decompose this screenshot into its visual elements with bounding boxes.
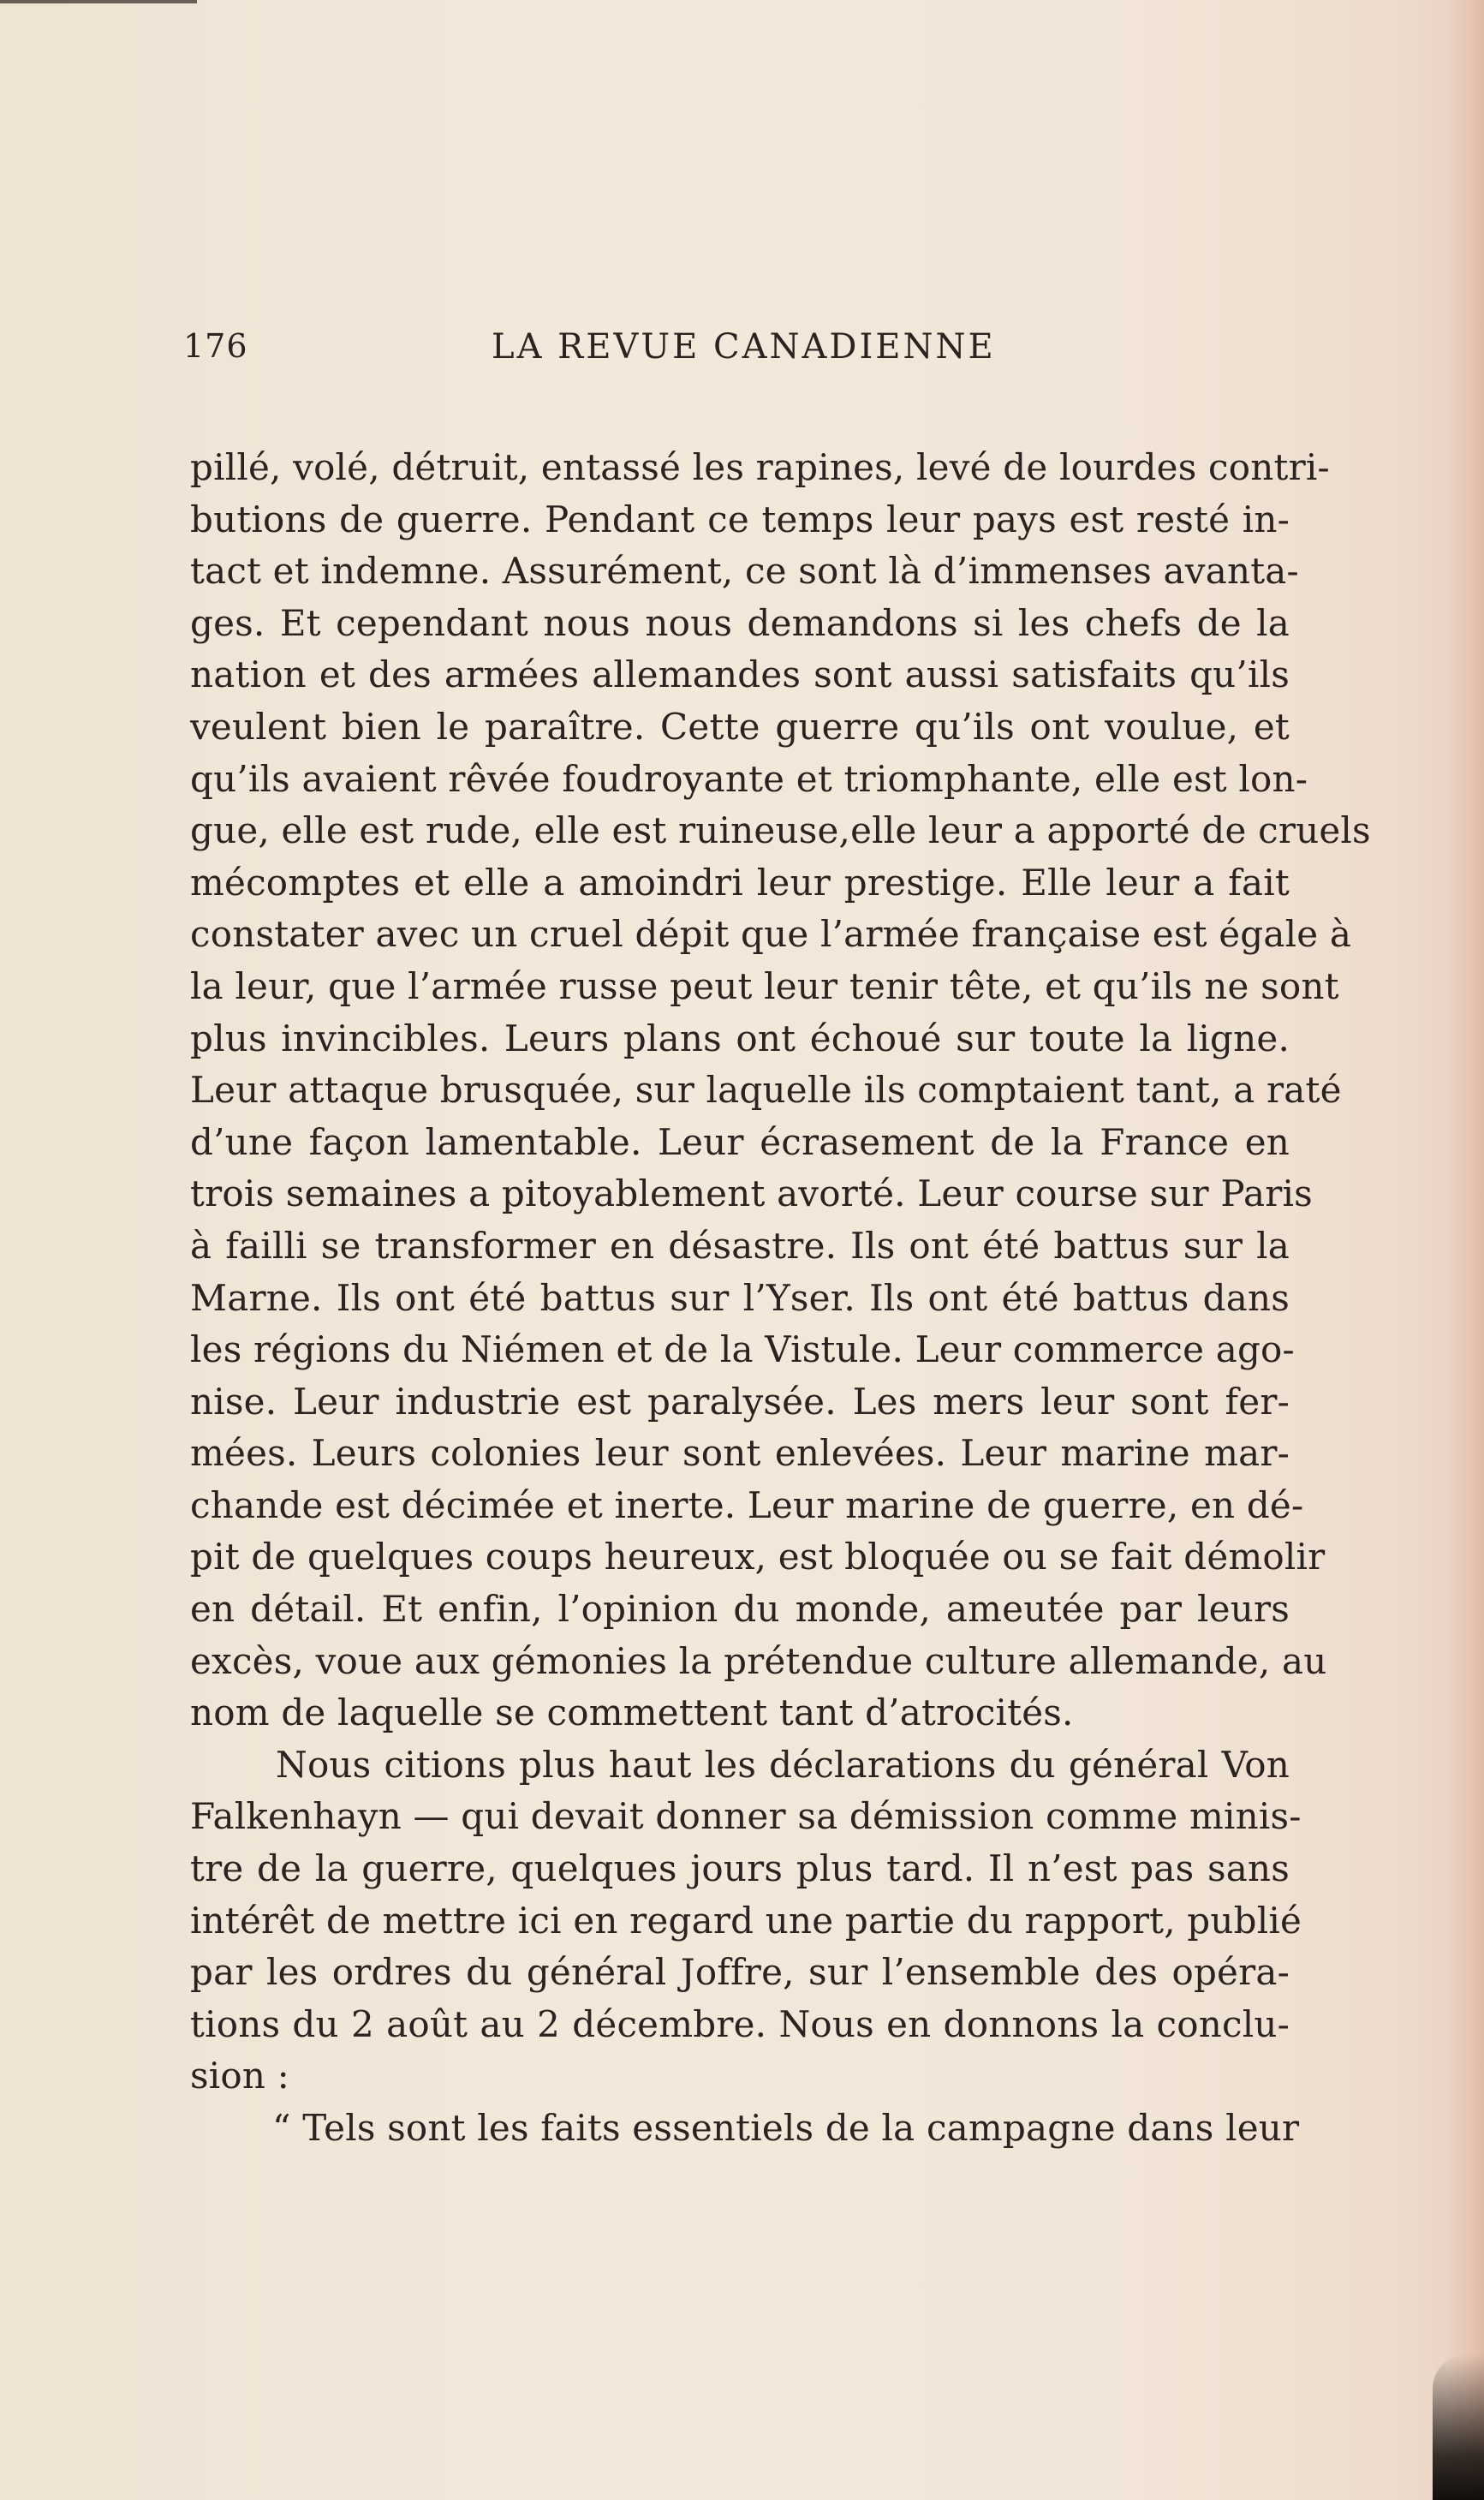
top-edge-mark <box>0 0 197 3</box>
text-line: Leur attaque brusquée, sur laquelle ils comptaient tant, a raté <box>190 1069 1342 1112</box>
quotation-start-line: “ Tels sont les faits essentiels de la campagne dans leur <box>272 2107 1300 2149</box>
text-line: gue, elle est rude, elle est ruineuse,elle leur a apporté de cruels <box>190 809 1371 852</box>
text-line: à failli se transformer en désastre. Ils ont été battus sur la <box>190 1224 1290 1267</box>
paragraph-end-line: nom de laquelle se commettent tant d’atrocités. <box>190 1692 1074 1734</box>
text-line: chande est décimée et inerte. Leur marine de guerre, en dé- <box>190 1483 1304 1526</box>
text-line: les régions du Niémen et de la Vistule. Leur commerce ago- <box>190 1328 1295 1371</box>
text-line: tre de la guerre, quelques jours plus tard. Il n’est pas sans <box>190 1847 1290 1890</box>
page-number: 176 <box>183 327 248 365</box>
text-line: la leur, que l’armée russe peut leur tenir tête, et qu’ils ne sont <box>190 964 1339 1007</box>
text-line: constater avec un cruel dépit que l’armée française est égale à <box>190 913 1352 956</box>
text-line: en détail. Et enfin, l’opinion du monde, ameutée par leurs <box>190 1588 1290 1631</box>
page-header <box>183 327 1296 379</box>
text-line: mécomptes et elle a amoindri leur prestige. Elle leur a fait <box>190 861 1290 904</box>
paragraph-start-line: Nous citions plus haut les déclarations du général Von <box>276 1743 1290 1786</box>
text-line: tact et indemne. Assurément, ce sont là d’immenses avanta- <box>190 550 1299 593</box>
text-line: plus invincibles. Leurs plans ont échoué sur toute la ligne. <box>190 1017 1290 1059</box>
text-line: nise. Leur industrie est paralysée. Les mers leur sont fer- <box>190 1380 1290 1423</box>
text-line: veulent bien le paraître. Cette guerre qu’ils ont voulue, et <box>190 705 1290 748</box>
text-line: Falkenhayn — qui devait donner sa démission comme minis- <box>190 1795 1302 1838</box>
text-line: par les ordres du général Joffre, sur l’ensemble des opéra- <box>190 1951 1290 1994</box>
corner-shadow <box>1433 2354 1484 2500</box>
page-edge-shadow <box>1448 0 1484 2500</box>
text-line: pillé, volé, détruit, entassé les rapines, levé de lourdes contri- <box>190 446 1330 488</box>
text-line: ges. Et cependant nous nous demandons si les chefs de la <box>190 601 1290 644</box>
paragraph-end-line: sion : <box>190 2055 290 2097</box>
text-line: nation et des armées allemandes sont aussi satisfaits qu’ils <box>190 653 1290 696</box>
running-head: LA REVUE CANADIENNE <box>492 327 996 367</box>
text-line: intérêt de mettre ici en regard une partie du rapport, publié <box>190 1899 1302 1942</box>
text-line: tions du 2 août au 2 décembre. Nous en donnons la conclu- <box>190 2002 1290 2045</box>
text-line: d’une façon lamentable. Leur écrasement de la France en <box>190 1120 1290 1163</box>
text-line: mées. Leurs colonies leur sont enlevées. Leur marine mar- <box>190 1432 1290 1475</box>
text-line: Marne. Ils ont été battus sur l’Yser. Ils ont été battus dans <box>190 1276 1290 1319</box>
text-line: qu’ils avaient rêvée foudroyante et triomphante, elle est lon- <box>190 757 1308 800</box>
text-line: excès, voue aux gémonies la prétendue culture allemande, au <box>190 1639 1327 1682</box>
text-line: butions de guerre. Pendant ce temps leur pays est resté in- <box>190 498 1290 540</box>
text-line: trois semaines a pitoyablement avorté. Leur course sur Paris <box>190 1172 1313 1215</box>
text-line: pit de quelques coups heureux, est bloquée ou se fait démolir <box>190 1536 1326 1578</box>
body-text <box>190 442 1371 2155</box>
